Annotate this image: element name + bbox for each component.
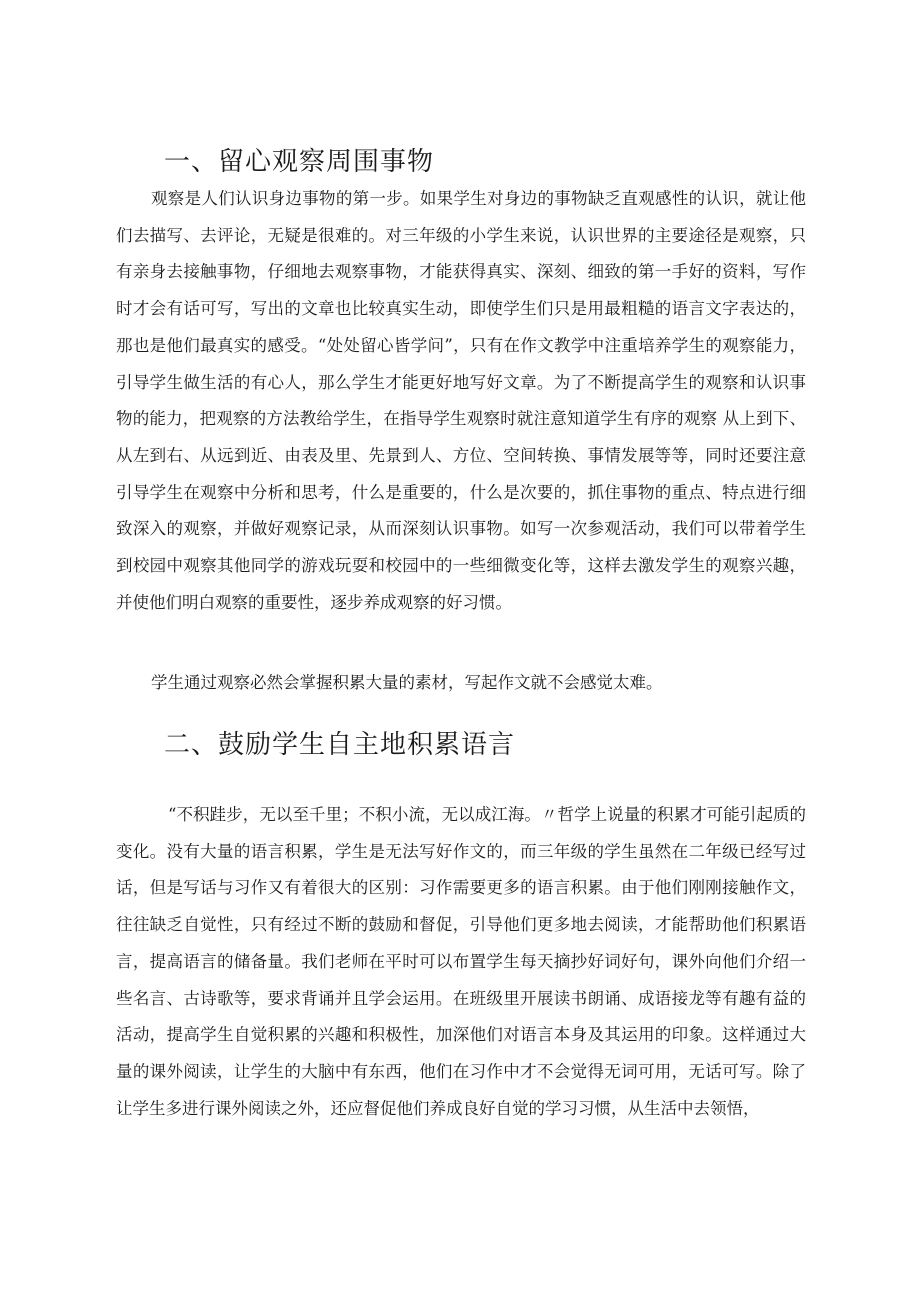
section-heading-observation: 一、留心观察周围事物 <box>164 147 435 177</box>
paragraph-observation-body: 观察是人们认识身边事物的第一步。如果学生对身边的事物缺乏直观感性的认识，就让他们去描写、去评论，无疑是很难的。对三年级的小学生来说，认识世界的主要途径是观察，只有亲身去接触事物，仔细地去观察事物，才能获得真实、深刻、细致的第一手好的资料，写作时才会有话可写，写出的文章也比较真实生动，即使学生们只是用最粗糙的语言文字表达的，那也是他们最真实的感受。“处处留心皆学问”，只有在作文教学中注重培养学生的观察能力，引导学生做生活的有心人，那么学生才能更好地写好文章。为了不断提高学生的观察和认识事物的能力，把观察的方法教给学生，在指导学生观察时就注意知道学生有序的观察 从上到下、从左到右、从远到近、由表及里、先景到人、方位、空间转换、事情发展等等，同时还要注意引导学生在观察中分析和思考，什么是重要的，什么是次要的，抓住事物的重点、特点进行细致深入的观察，并做好观察记录，从而深刻认识事物。如写一次参观活动，我们可以带着学生到校园中观察其他同学的游戏玩耍和校园中的一些细微变化等，这样去激发学生的观察兴趣，并使他们明白观察的重要性，逐步养成观察的好习惯。 <box>116 189 806 612</box>
paragraph-observation-summary: 学生通过观察必然会掌握积累大量的素材，写起作文就不会感觉太难。 <box>151 673 663 692</box>
section-heading-language-accumulation: 二、鼓励学生自主地积累语言 <box>164 730 516 760</box>
paragraph-language-accumulation-body: “不积跬步，无以至千里；不积小流，无以成江海。〃哲学上说量的积累才可能引起质的变化。没有大量的语言积累，学生是无法写好作文的，而三年级的学生虽然在二年级已经写过话，但是写话与习作又有着很大的区别：习作需要更多的语言积累。由于他们刚刚接触作文，往往缺乏自觉性，只有经过不断的鼓励和督促，引导他们更多地去阅读，才能帮助他们积累语言，提高语言的储备量。我们老师在平时可以布置学生每天摘抄好词好句，课外向他们介绍一些名言、古诗歌等，要求背诵并且学会运用。在班级里开展读书朗诵、成语接龙等有趣有益的活动，提高学生自觉积累的兴趣和积极性，加深他们对语言本身及其运用的印象。这样通过大量的课外阅读，让学生的大脑中有东西，他们在习作中才不会觉得无词可用，无话可写。除了让学生多进行课外阅读之外，还应督促他们养成良好自觉的学习习惯，从生活中去领悟， <box>116 805 806 1118</box>
